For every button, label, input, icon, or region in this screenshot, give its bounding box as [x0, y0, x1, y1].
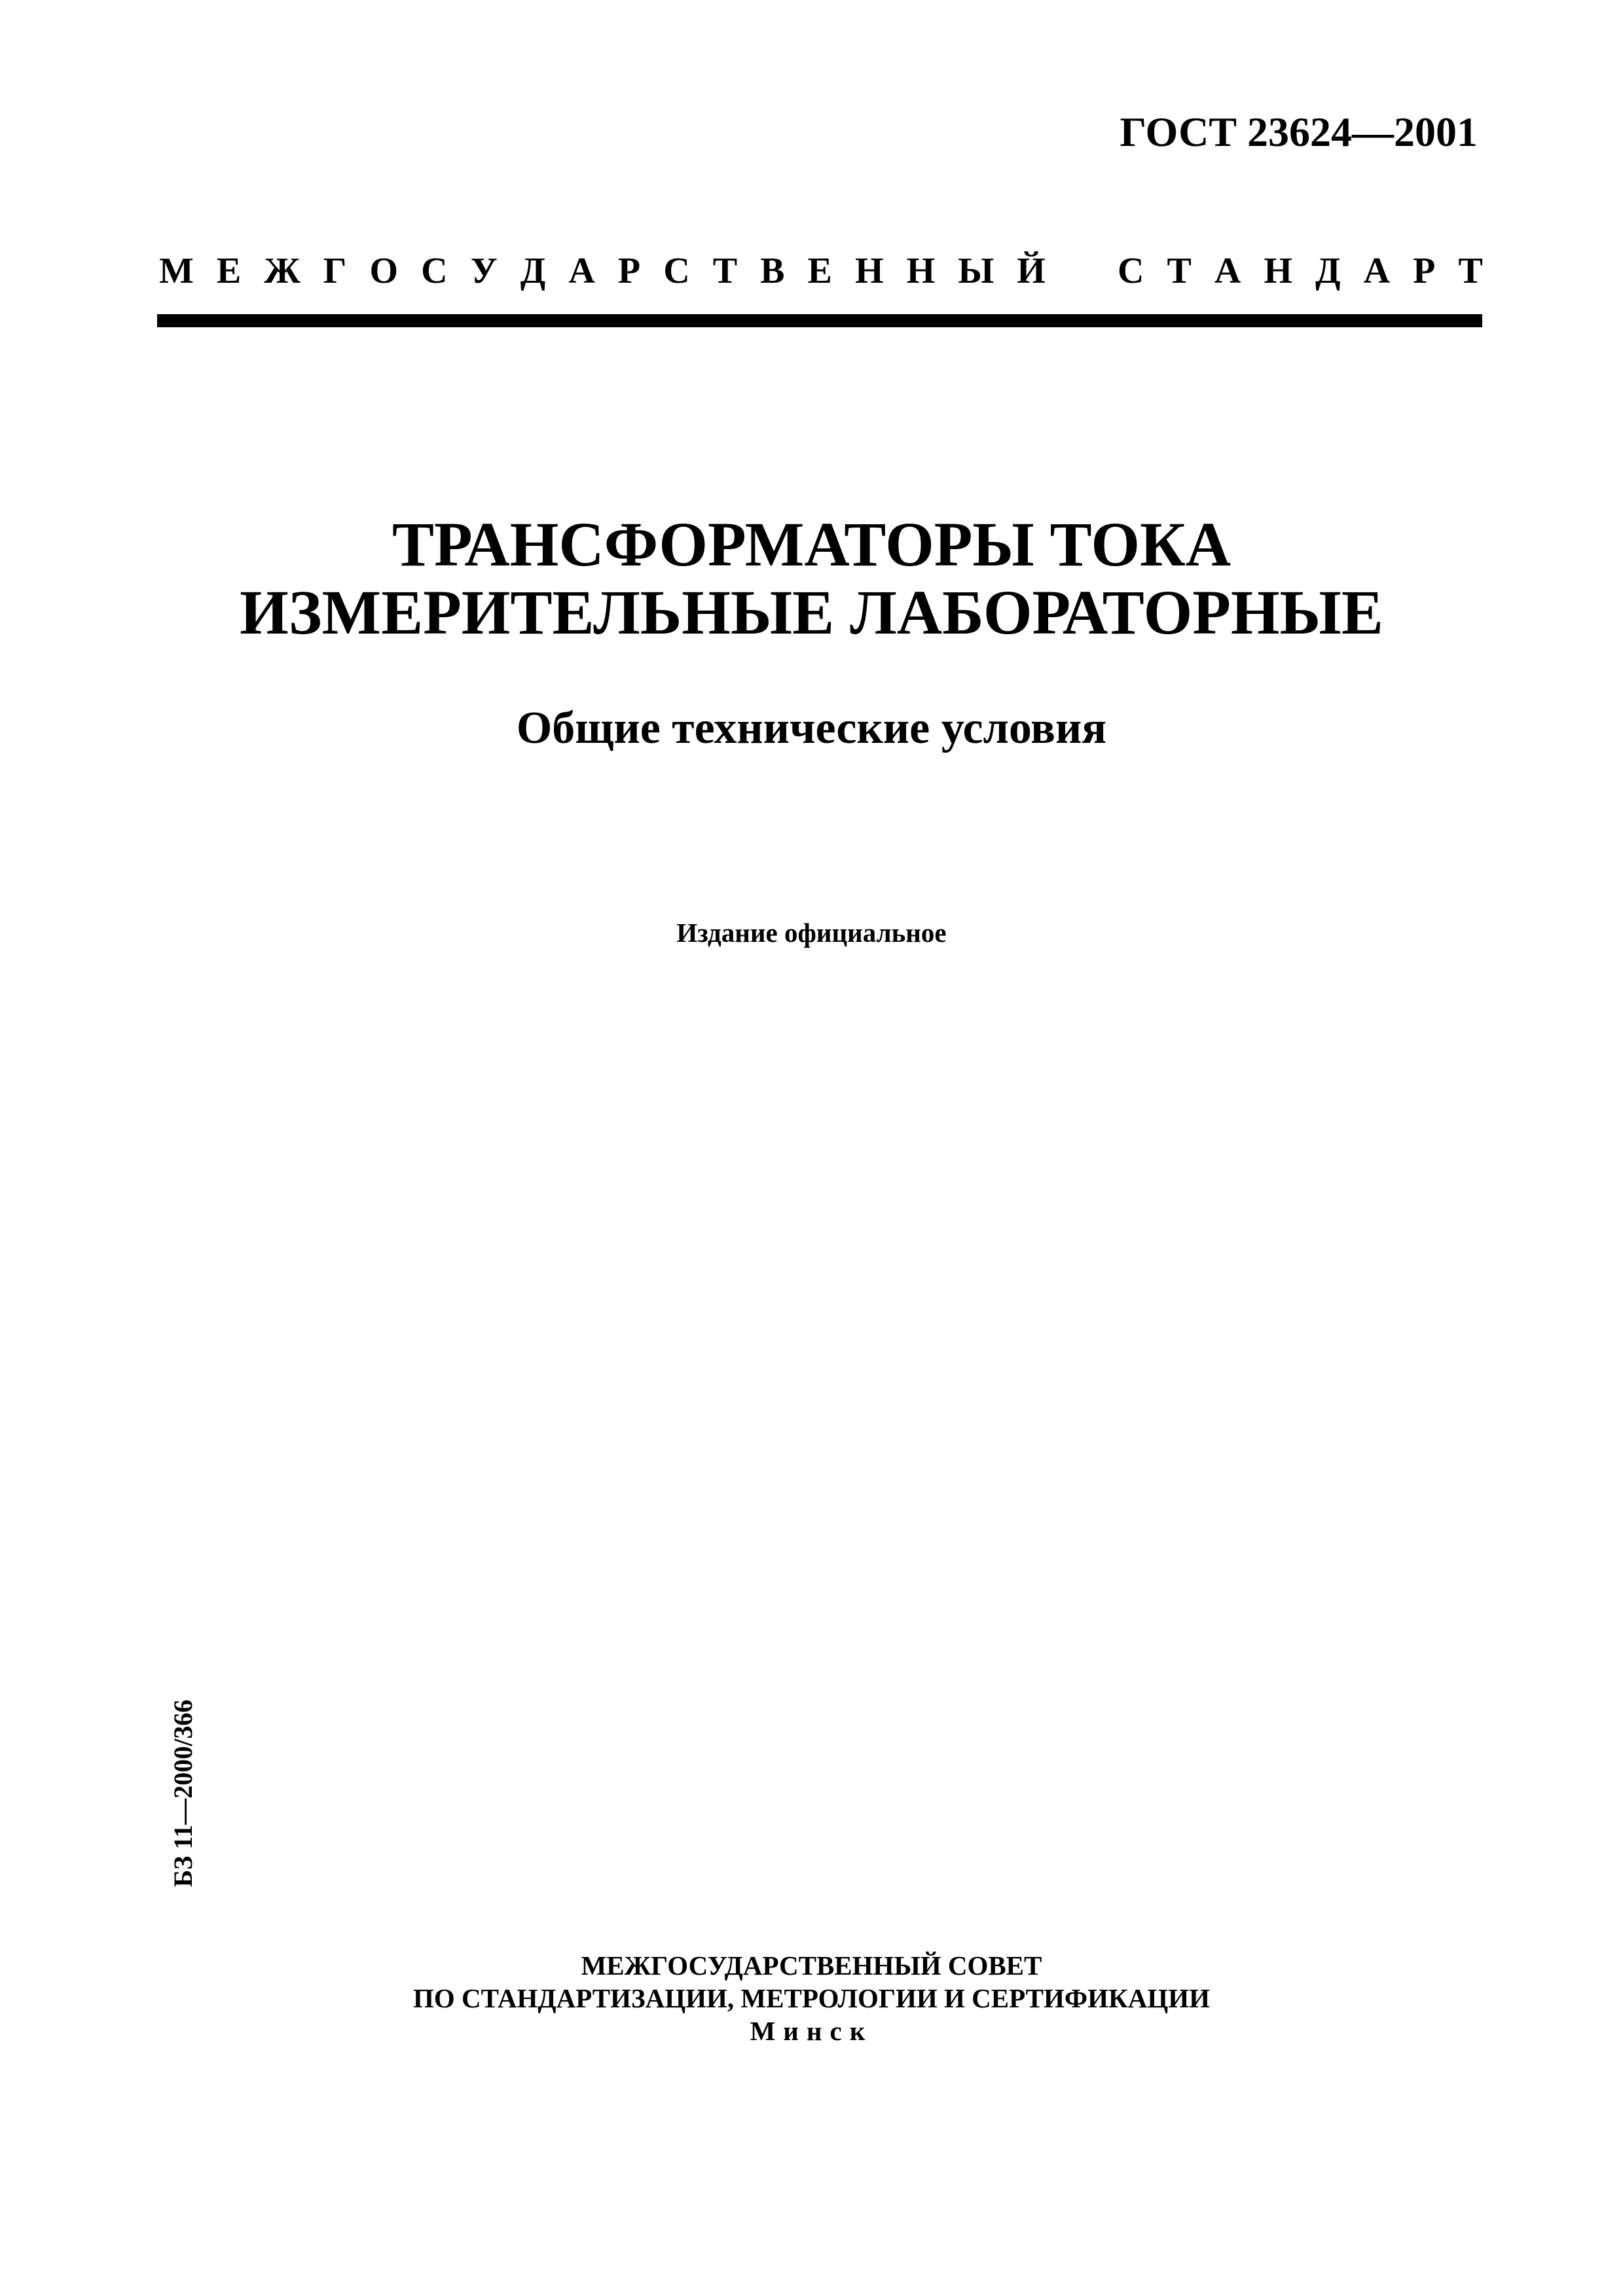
- standard-type-letter: О: [369, 251, 399, 291]
- document-title: [0, 511, 1623, 647]
- standard-type-letter: Ы: [958, 251, 994, 291]
- edition-note: Издание официальное: [676, 918, 947, 948]
- standard-type-letter: Г: [323, 251, 347, 291]
- word-gap: [1068, 253, 1095, 289]
- publisher-line-1: МЕЖГОСУДАРСТВЕННЫЙ СОВЕТ: [581, 1950, 1042, 1981]
- publisher-city: Минск: [750, 2016, 873, 2046]
- title-line-1: ТРАНСФОРМАТОРЫ ТОКА: [392, 509, 1231, 579]
- standard-type-letter: Ж: [264, 251, 301, 291]
- standard-type-letter: С: [421, 251, 448, 291]
- standard-type-letter: А: [1363, 251, 1391, 291]
- standard-type-letter: Н: [1264, 251, 1292, 291]
- standard-type-letter: Р: [1413, 251, 1436, 291]
- standard-type-letter: Т: [712, 251, 738, 291]
- standard-type-letter: У: [470, 251, 498, 291]
- standard-type-letter: Е: [216, 251, 242, 291]
- standard-type-heading: [159, 253, 1483, 289]
- standard-type-letter: Д: [1315, 251, 1341, 291]
- side-code: БЗ 11—2000/366: [168, 1699, 198, 1888]
- standard-type-letter: Н: [854, 251, 884, 291]
- standard-type-letter: Е: [807, 251, 832, 291]
- standard-type-letter: С: [663, 251, 690, 291]
- title-line-2: ИЗМЕРИТЕЛЬНЫЕ ЛАБОРАТОРНЫЕ: [240, 577, 1383, 647]
- standard-type-letter: М: [159, 251, 194, 291]
- document-designation: ГОСТ 23624—2001: [1120, 109, 1478, 155]
- header-rule: [157, 314, 1482, 327]
- standard-type-letter: А: [1214, 251, 1241, 291]
- standard-type-letter: Д: [520, 251, 546, 291]
- standard-type-letter: Т: [1458, 251, 1483, 291]
- standard-type-letter: А: [568, 251, 595, 291]
- document-subtitle: Общие технические условия: [516, 703, 1107, 753]
- standard-type-letter: В: [760, 251, 785, 291]
- publisher-block: [0, 1949, 1623, 2047]
- standard-type-letter: Й: [1017, 251, 1046, 291]
- standard-type-letter: С: [1117, 251, 1144, 291]
- standard-type-letter: Р: [617, 251, 641, 291]
- standard-type-letter: Т: [1167, 251, 1192, 291]
- publisher-line-2: ПО СТАНДАРТИЗАЦИИ, МЕТРОЛОГИИ И СЕРТИФИКАЦИИ: [412, 1983, 1211, 2013]
- standard-type-letter: Н: [906, 251, 936, 291]
